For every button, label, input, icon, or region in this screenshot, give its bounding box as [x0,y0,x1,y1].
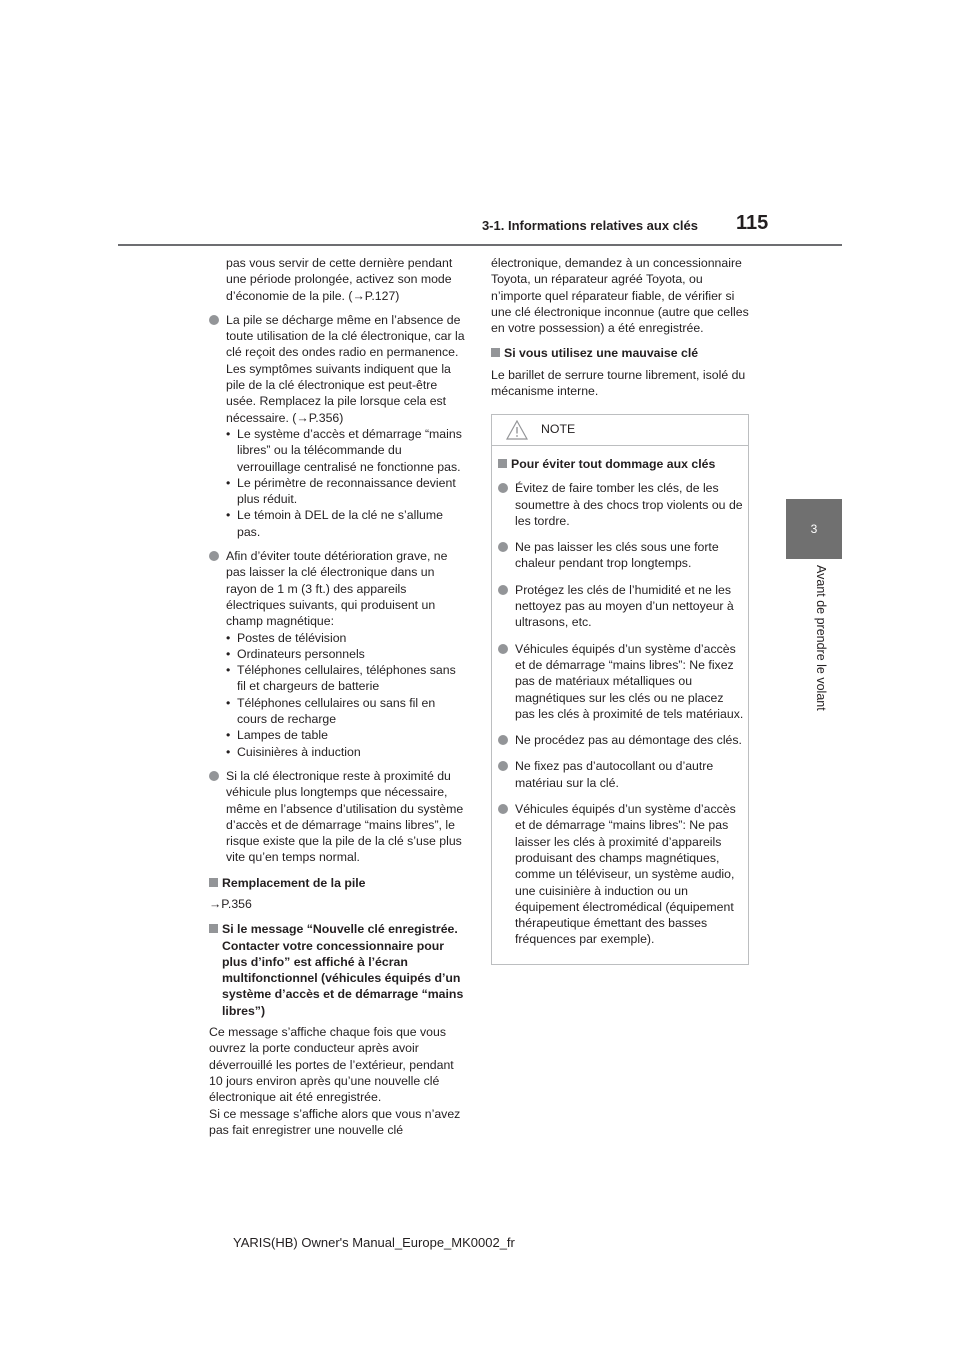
sub-bullet-icon: • [226,744,231,759]
bullet-dot-icon [498,542,508,552]
sub-item: • Le témoin à DEL de la clé ne s’allume pas. [226,508,443,539]
bullet-dot-icon [498,644,508,654]
bullet-dot-icon [498,585,508,595]
chapter-tab[interactable] [786,499,842,559]
note-item: Évitez de faire tomber les clés, de les soumettre à des chocs trop violents ou de les tordre. [498,480,744,529]
header-divider [118,244,842,246]
note-box [491,414,749,965]
sub-item: • Téléphones cellulaires, téléphones sans fil et chargeurs de batterie [226,663,456,694]
sub-item: • Ordinateurs personnels [226,646,365,661]
sub-bullet-icon: • [226,695,231,710]
section-heading: Si le message “Nouvelle clé enregistrée. Contacter votre concessionnaire pour plus d’info” est affiché à l’écran multifonctionnel (véhicules équipés d’un système d’accès et de démarrage “mains libres”) [209,921,467,1019]
section-heading: Si vous utilisez une mauvaise clé [491,345,753,361]
bullet-dot-icon [209,315,219,325]
chapter-label: Avant de prendre le volant [814,565,828,711]
bullet-item: La pile se décharge même en l’absence de toute utilisation de la clé électronique, car la clé reçoit des ondes radio en permanence. Les symptômes suivants indiquent que la pile de la clé électronique est peut-être usée. Remplacez la pile lorsque cela est nécessaire. (→P.356) [209,312,467,426]
square-bullet-icon [209,924,218,933]
warning-triangle-icon [506,420,528,440]
sub-bullet-icon: • [226,475,231,490]
intro-text: pas vous servir de cette dernière pendant une période prolongée, activez son mode d’économie de la pile. (→P.127) [226,256,453,303]
sub-item: • Cuisinières à induction [226,744,361,759]
sub-list [209,426,467,540]
sub-bullet-icon: • [226,630,231,645]
sub-item: • Le système d’accès et démarrage “mains libres” ou la télécommande du verrouillage centralisé ne fonctionne pas. [226,426,462,474]
body-paragraph: Ce message s’affiche chaque fois que vous ouvrez la porte conducteur après avoir déverrouillé les portes de l’extérieur, pendant 10 jours environ après qu’une nouvelle clé électronique ait été enregistrée. [209,1025,454,1105]
note-item: Protégez les clés de l’humidité et ne les nettoyez pas au moyen d’un nettoyeur à ultrasons, etc. [498,582,744,631]
chapter-number: 3 [810,522,818,536]
note-item: Véhicules équipés d’un système d’accès et de démarrage “mains libres”: Ne pas laisser les clés à proximité d’appareils produisant des champs magnétiques, comme un téléviseur, un système audio, une cuisinière à induction ou un équipement électromédical (équipement thérapeutique émettant des basses fréquences par exemple). [498,801,744,948]
sub-bullet-icon: • [226,663,231,678]
section-heading: Remplacement de la pile [209,875,467,891]
sub-item: • Postes de télévision [226,630,347,645]
sub-bullet-icon: • [226,508,231,523]
square-bullet-icon [498,459,507,468]
body-paragraph: Le barillet de serrure tourne librement, isolé du mécanisme interne. [491,367,746,399]
bullet-dot-icon [209,771,219,781]
sub-list [209,630,467,760]
note-item: Ne fixez pas d’autocollant ou d’autre matériau sur la clé. [498,758,744,791]
bullet-dot-icon [498,483,508,493]
note-header [492,415,748,446]
sub-bullet-icon: • [226,426,231,441]
sub-bullet-icon: • [226,646,231,661]
left-column [209,255,467,1138]
footer-text: YARIS(HB) Owner's Manual_Europe_MK0002_fr [233,1235,515,1250]
note-item: Ne pas laisser les clés sous une forte chaleur pendant trop longtemps. [498,539,744,572]
sub-item: • Lampes de table [226,728,328,743]
bullet-dot-icon [498,761,508,771]
sub-item: • Téléphones cellulaires ou sans fil en cours de recharge [226,695,436,727]
bullet-dot-icon [498,804,508,814]
bullet-dot-icon [209,551,219,561]
note-heading: Pour éviter tout dommage aux clés [498,456,744,472]
sub-item: • Le périmètre de reconnaissance devient plus réduit. [226,475,456,507]
bullet-dot-icon [498,735,508,745]
body-paragraph: Si ce message s’affiche alors que vous n’avez pas fait enregistrer une nouvelle clé [209,1106,461,1137]
note-item: Véhicules équipés d’un système d’accès et de démarrage “mains libres”: Ne fixez pas de matériaux métalliques ou magnétiques sur les clés ou ne placez pas les clés à proximité de tels matériaux. [498,641,744,722]
section-title: 3-1. Informations relatives aux clés [481,218,698,233]
body-paragraph: électronique, demandez à un concessionnaire Toyota, un réparateur agréé Toyota, ou n’importe quel réparateur fiable, de vérifier si une clé électronique inconnue (autre que celles en votre possession) a été enregistrée. [491,256,749,336]
page-reference-link[interactable]: →P.356 [209,896,252,911]
note-body [498,446,744,948]
square-bullet-icon [491,348,500,357]
note-item: Ne procédez pas au démontage des clés. [498,732,744,748]
page-number: 115 [736,212,769,234]
sub-bullet-icon: • [226,728,231,743]
note-label: NOTE [541,422,576,436]
bullet-item: Si la clé électronique reste à proximité du véhicule plus longtemps que nécessaire, même en l’absence d’utilisation du système d’accès et de démarrage “mains libres”, le risque existe que la pile de la clé s’use plus vite qu’en temps normal. [209,768,467,866]
square-bullet-icon [209,878,218,887]
bullet-item: Afin d’éviter toute détérioration grave, ne pas laisser la clé électronique dans un rayon de 1 m (3 ft.) des appareils électriques suivants, qui produisent un champ magnétique: [209,548,467,629]
right-column [491,255,753,399]
